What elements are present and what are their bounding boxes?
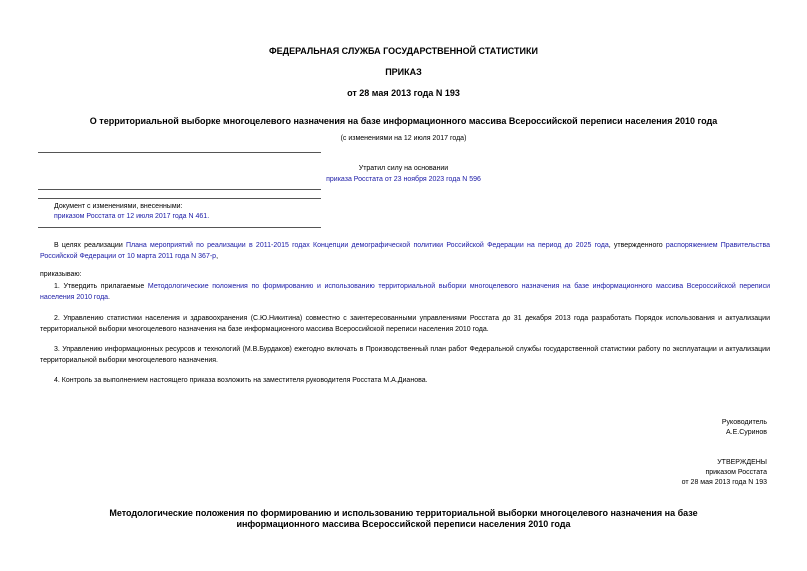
agency-name: ФЕДЕРАЛЬНАЯ СЛУЖБА ГОСУДАРСТВЕННОЙ СТАТИСТИКИ <box>269 46 538 56</box>
item-text: . <box>108 294 110 301</box>
lost-force-basis-link[interactable]: приказа Росстата от 23 ноября 2023 года N 596 <box>326 176 481 183</box>
approved-word: УТВЕРЖДЕНЫ <box>717 459 767 466</box>
item-text: 1. Утвердить прилагаемые <box>54 283 148 290</box>
action-plan-link[interactable]: Плана мероприятий по реализации в 2011-2015 годах Концепции демографической политики Российской Федерации на период до 2025 года <box>126 242 609 249</box>
preamble-text: , <box>216 253 219 260</box>
item-4: 4. Контроль за выполнением настоящего приказа возложить на заместителя руководителя Росстата М.А.Дианова. <box>54 377 428 384</box>
amendments-label: Документ с изменениями, внесенными: <box>54 203 183 210</box>
item-3: 3. Управлению информационных ресурсов и технологий (М.В.Бурдаков) ежегодно включать в Производственный план работ Федеральной службы государственной статистики работу по эксплуатации и актуализации территориальной выборки многоцелевого назначения. <box>40 346 770 364</box>
separator-line <box>38 189 321 190</box>
separator-line <box>38 152 321 153</box>
order-date: от 28 мая 2013 года N 193 <box>347 88 460 98</box>
methodology-link[interactable]: Методологические положения по формированию и использованию территориальной выборки многоцелевого назначения на базе информационного массива Всероссийской переписи населения 2010 года <box>40 283 770 301</box>
signature-name: А.Е.Суринов <box>726 429 767 436</box>
item-2: 2. Управлению статистики населения и здравоохранения (С.Ю.Никитина) совместно с заинтересованными управлениями Росстата до 31 декабря 2013 года разработать Порядок использования и актуализации территориальной выборки многоцелевого назначения на базе информационного массива Всероссийской переписи населения 2010 года. <box>40 315 770 333</box>
separator-line <box>38 198 321 199</box>
signature-block <box>722 418 767 438</box>
approved-by: приказом Росстата <box>705 469 767 476</box>
lost-force-text: Утратил силу на основании <box>358 165 449 172</box>
amendment-link[interactable]: приказом Росстата от 12 июля 2017 года N 461. <box>54 213 210 220</box>
separator-line <box>38 227 321 228</box>
approval-block <box>682 458 767 488</box>
preamble-text: , утвержденного <box>608 242 666 249</box>
preamble-paragraph <box>40 240 770 262</box>
document-title: О территориальной выборке многоцелевого назначения на базе информационного массива Всероссийской переписи населения 2010 года <box>89 116 718 126</box>
annex-title: Методологические положения по формированию и использованию территориальной выборки многоцелевого назначения на базе информационного массива Всероссийской переписи населения 2010 года <box>109 508 698 529</box>
changes-note: (с изменениями на 12 июля 2017 года) <box>340 135 467 142</box>
government-order-link[interactable]: распоряжением Правительства Российской Федерации от 10 марта 2011 года N 367-р <box>40 242 770 260</box>
signature-role: Руководитель <box>721 419 767 426</box>
approved-date: от 28 мая 2013 года N 193 <box>681 479 767 486</box>
order-heading: ПРИКАЗ <box>385 67 422 77</box>
preamble-text: В целях реализации <box>54 242 126 249</box>
order-verb: приказываю: <box>40 271 82 278</box>
item-1 <box>40 281 770 303</box>
